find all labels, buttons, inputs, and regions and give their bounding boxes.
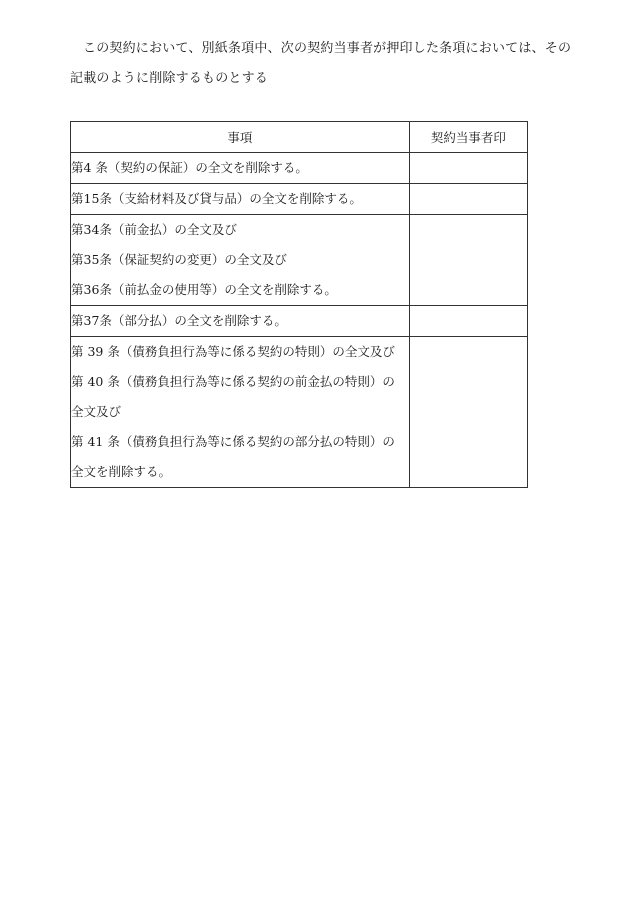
header-item: 事項 bbox=[71, 122, 410, 153]
seal-cell[interactable] bbox=[409, 337, 527, 488]
item-text: 第37条（部分払）の全文を削除する。 bbox=[71, 313, 287, 328]
item-cell bbox=[71, 184, 410, 215]
item-cell bbox=[71, 337, 410, 488]
table-row bbox=[71, 184, 528, 215]
table-row bbox=[71, 153, 528, 184]
seal-cell[interactable] bbox=[409, 306, 527, 337]
item-text: 第 41 条（債務負担行為等に係る契約の部分払の特則）の bbox=[71, 434, 395, 449]
item-text: 第36条（前払金の使用等）の全文を削除する。 bbox=[71, 282, 337, 297]
seal-cell[interactable] bbox=[409, 153, 527, 184]
intro-paragraph bbox=[70, 34, 590, 94]
table-row bbox=[71, 306, 528, 337]
deletion-table bbox=[70, 121, 528, 488]
table-row bbox=[71, 215, 528, 306]
item-cell bbox=[71, 215, 410, 306]
item-text: 第4 条（契約の保証）の全文を削除する。 bbox=[71, 160, 308, 175]
item-text: 全文を削除する。 bbox=[71, 464, 172, 479]
item-cell bbox=[71, 153, 410, 184]
seal-cell[interactable] bbox=[409, 184, 527, 215]
intro-line-2: 記載のように削除するものとする bbox=[70, 71, 269, 86]
table-row bbox=[71, 337, 528, 488]
seal-cell[interactable] bbox=[409, 215, 527, 306]
item-cell bbox=[71, 306, 410, 337]
intro-line-1: この契約において、別紙条項中、次の契約当事者が押印した条項においては、その bbox=[83, 41, 572, 56]
item-text: 第 40 条（債務負担行為等に係る契約の前金払の特則）の bbox=[71, 374, 395, 389]
item-text: 第 39 条（債務負担行為等に係る契約の特則）の全文及び bbox=[71, 344, 395, 359]
item-text: 第35条（保証契約の変更）の全文及び bbox=[71, 252, 287, 267]
table-header-row bbox=[71, 122, 528, 153]
header-seal: 契約当事者印 bbox=[409, 122, 527, 153]
item-text: 第15条（支給材料及び貸与品）の全文を削除する。 bbox=[71, 191, 362, 206]
item-text: 全文及び bbox=[71, 404, 122, 419]
item-text: 第34条（前金払）の全文及び bbox=[71, 222, 237, 237]
